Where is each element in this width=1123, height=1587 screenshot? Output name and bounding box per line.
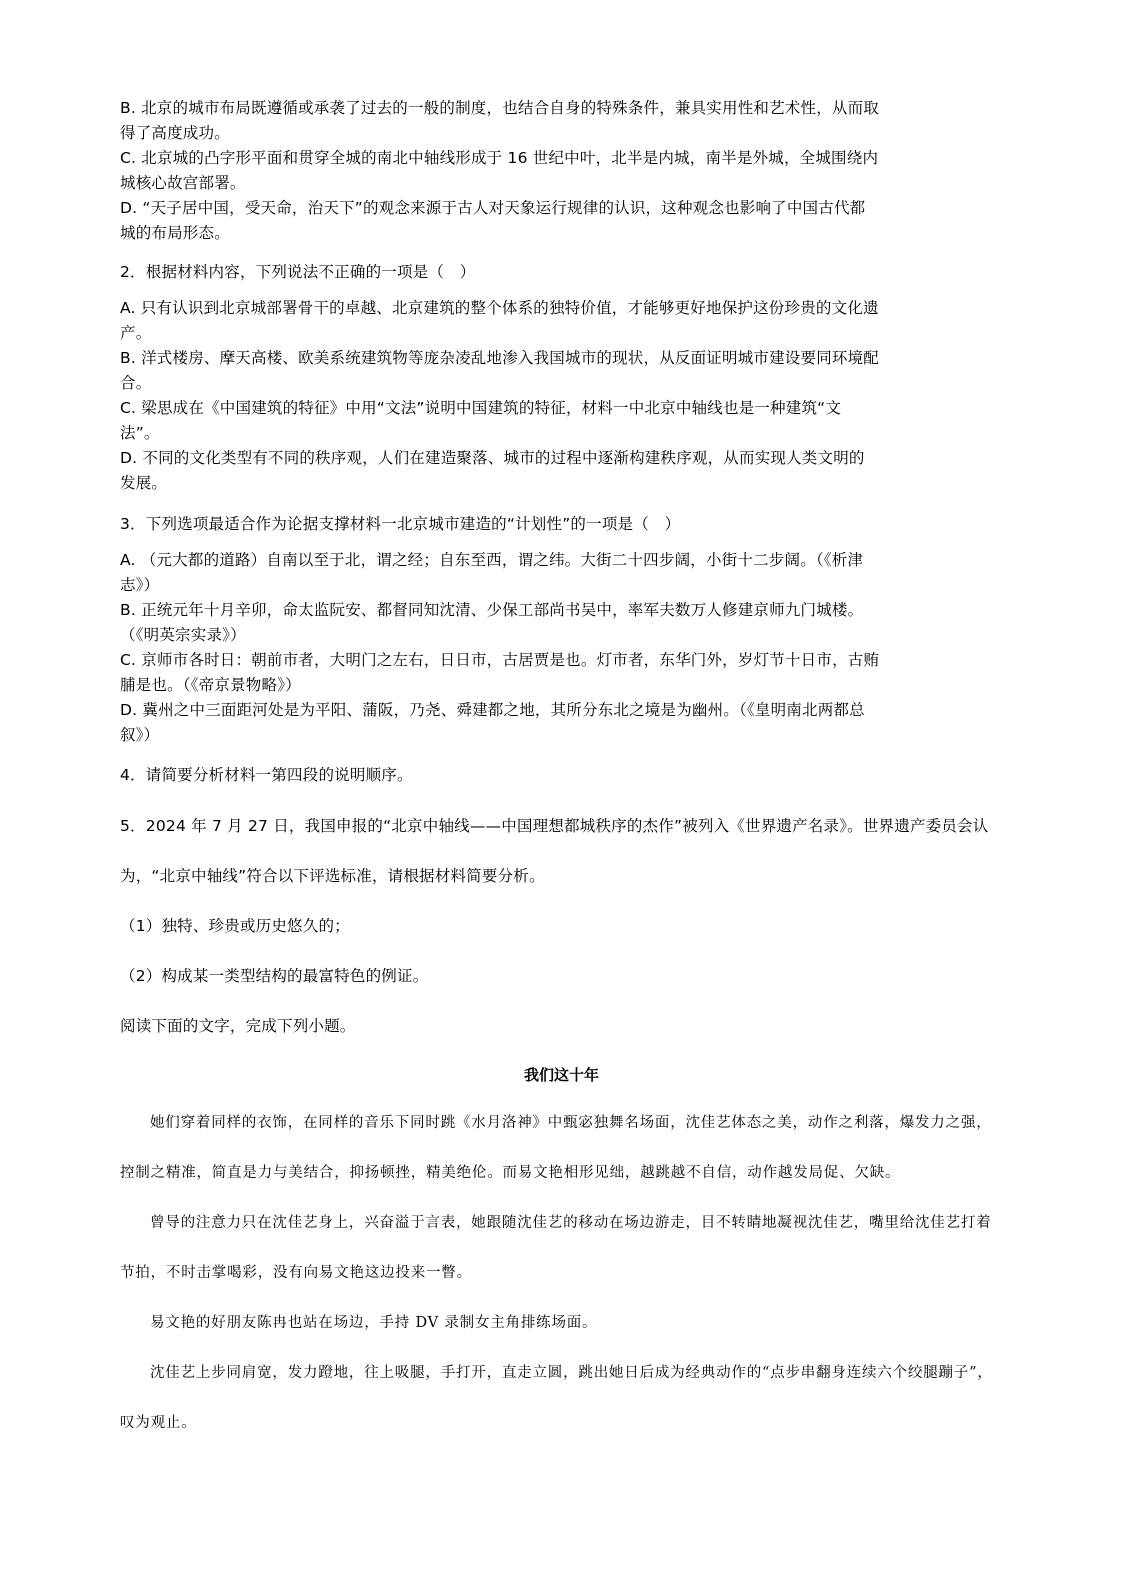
q2-option-a: A. 只有认识到北京城部署骨干的卓越、北京建筑的整个体系的独特价值，才能够更好地保护这份珍贵的文化遗产。 <box>120 299 879 342</box>
q3-option-b: B. 正统元年十月辛卯，命太监阮安、都督同知沈清、少保工部尚书吴中，率军夫数万人修建京师九门城楼。（《明英宗实录》） <box>120 601 864 644</box>
q5-stem-line2: 为，“北京中轴线”符合以下评选标准，请根据材料简要分析。 <box>120 867 545 885</box>
q3-option-c: C. 京师市各时日：朝前市者，大明门之左右，日日市，古居贾是也。灯市者，东华门外，岁灯节十日市，古贿脯是也。（《帝京景物略》） <box>120 651 880 694</box>
reading-instruction: 阅读下面的文字，完成下列小题。 <box>120 1017 356 1035</box>
q3-option-a: A. （元大都的道路）自南以至于北，谓之经；自东至西，谓之纬。大街二十四步阔，小街十二步阔。（《析津志》） <box>120 551 864 594</box>
q5-item-2: （2）构成某一类型结构的最富特色的例证。 <box>120 967 429 985</box>
q1-option-d: D. “天子居中国，受天命，治天下”的观念来源于古人对天象运行规律的认识，这种观念也影响了中国古代都城的布局形态。 <box>120 199 866 242</box>
q4-stem: 4．请简要分析材料一第四段的说明顺序。 <box>120 766 413 784</box>
q3-option-d: D. 冀州之中三面距河处是为平阳、蒲阪，乃尧、舜建都之地，其所分东北之境是为幽州。（《皇明南北两都总叙》） <box>120 701 865 744</box>
q1-option-c: C. 北京城的凸字形平面和贯穿全城的南北中轴线形成于 16 世纪中叶，北半是内城，南半是外城，全城围绕内城核心故宫部署。 <box>120 149 879 192</box>
story-paragraph-2: 曾导的注意力只在沈佳艺身上，兴奋溢于言表，她跟随沈佳艺的移动在场边游走，目不转睛地凝视沈佳艺，嘴里给沈佳艺打着节拍，不时击掌喝彩，没有向易文艳这边投来一瞥。 <box>120 1215 992 1281</box>
q2-option-d: D. 不同的文化类型有不同的秩序观，人们在建造聚落、城市的过程中逐渐构建秩序观，从而实现人类文明的发展。 <box>120 449 865 492</box>
story-paragraph-3: 易文艳的好朋友陈冉也站在场边，手持 DV 录制女主角排练场面。 <box>150 1315 598 1331</box>
story-paragraph-4: 沈佳艺上步同肩宽，发力蹬地，往上吸腿，手打开，直走立圆，跳出她日后成为经典动作的“点步串翻身连续六个绞腿蹦子”，叹为观止。 <box>120 1365 993 1431</box>
q2-stem: 2．根据材料内容，下列说法不正确的一项是（ ） <box>120 263 476 281</box>
q5-item-1: （1）独特、珍贵或历史悠久的； <box>120 917 350 935</box>
story-paragraph-1: 她们穿着同样的衣饰，在同样的音乐下同时跳《水月洛神》中甄宓独舞名场面，沈佳艺体态之美，动作之利落，爆发力之强，控制之精准，简直是力与美结合，抑扬顿挫，精美绝伦。而易文艳相形见绌，越跳越不自信，动作越发局促、欠缺。 <box>120 1115 992 1181</box>
q1-option-b: B. 北京的城市布局既遵循或承袭了过去的一般的制度，也结合自身的特殊条件，兼具实用性和艺术性，从而取得了高度成功。 <box>120 99 879 142</box>
q5-stem-line1: 5．2024 年 7 月 27 日，我国申报的“北京中轴线——中国理想都城秩序的杰作”被列入《世界遗产名录》。世界遗产委员会认 <box>120 817 989 835</box>
story-title: 我们这十年 <box>523 1066 599 1084</box>
q2-option-b: B. 洋式楼房、摩天高楼、欧美系统建筑物等庞杂凌乱地渗入我国城市的现状，从反面证明城市建设要同环境配合。 <box>120 349 879 392</box>
q2-option-c: C. 梁思成在《中国建筑的特征》中用“文法”说明中国建筑的特征，材料一中北京中轴线也是一种建筑“文法”。 <box>120 399 842 442</box>
q3-stem: 3．下列选项最适合作为论据支撑材料一北京城市建造的“计划性”的一项是（ ） <box>120 515 681 533</box>
